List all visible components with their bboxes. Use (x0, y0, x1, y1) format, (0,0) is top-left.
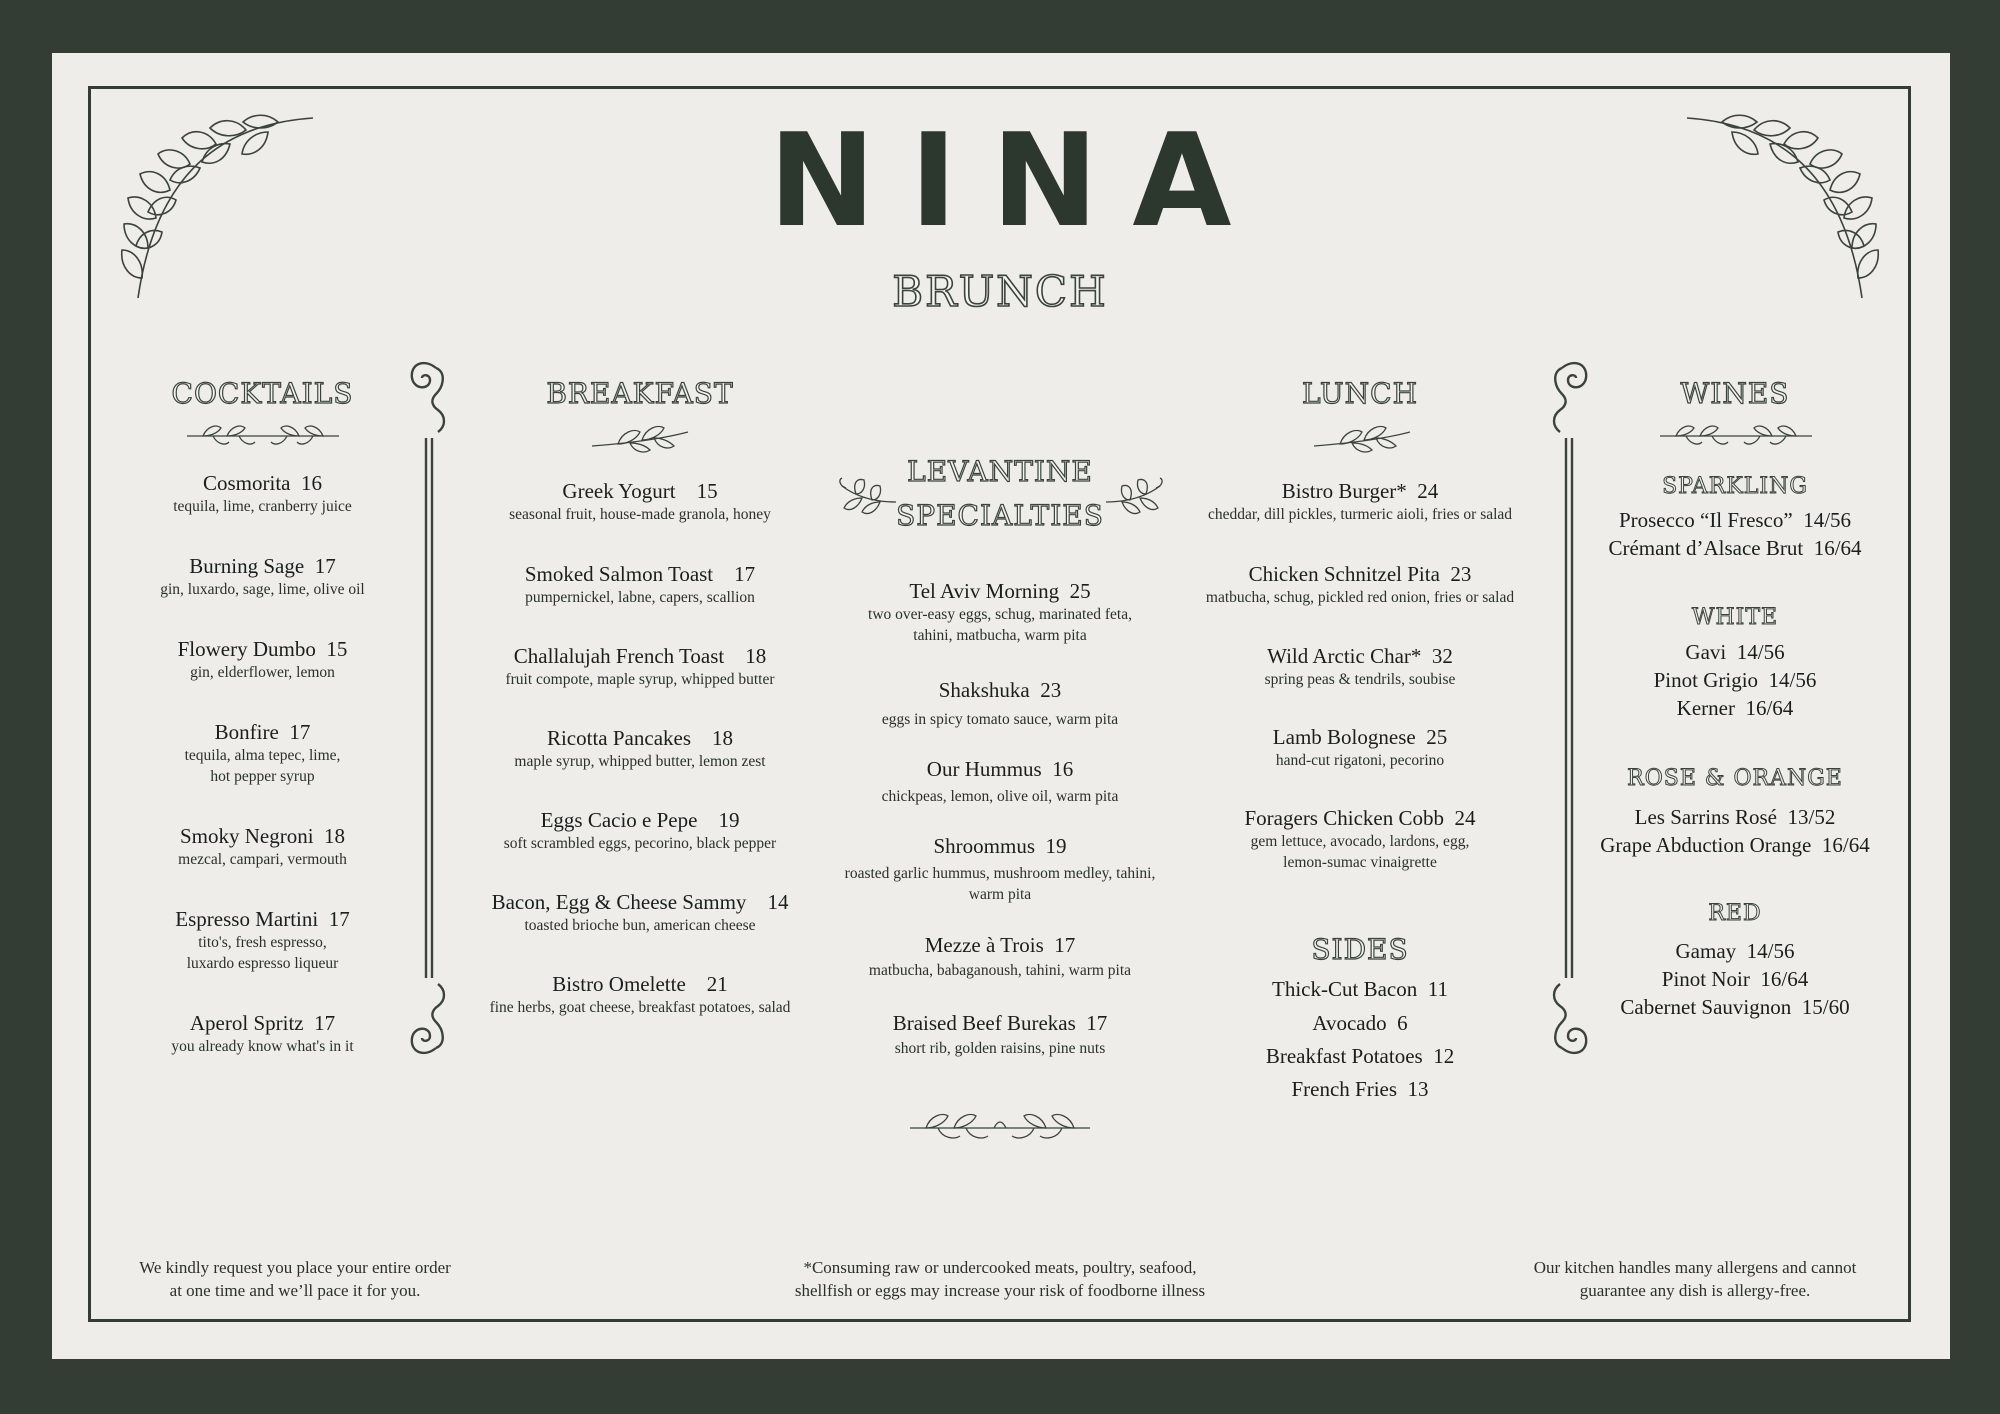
wine-list-sparkling (1565, 506, 1905, 566)
item-name: Thick-Cut Bacon (1272, 977, 1418, 1001)
list-item (140, 553, 385, 600)
item-price: 16 (301, 471, 322, 495)
item-name: Bonfire (214, 720, 279, 744)
list-item (820, 756, 1180, 807)
item-name: Gavi (1685, 640, 1727, 664)
item-price: 14/56 (1768, 668, 1817, 692)
item-price: 16/64 (1760, 967, 1809, 991)
item-price: 32 (1431, 644, 1453, 668)
item-price: 17 (289, 720, 311, 744)
lunch-list (1180, 478, 1540, 898)
item-description: spring peas & tendrils, soubise (1264, 671, 1456, 688)
list-item (1180, 643, 1540, 690)
item-price: 15/60 (1801, 995, 1850, 1019)
leaf-sprig-icon (1656, 418, 1816, 448)
leaf-sprig-icon (906, 1106, 1094, 1142)
list-item (1565, 694, 1905, 722)
list-item (1565, 666, 1905, 694)
item-name: Flowery Dumbo (177, 637, 316, 661)
list-item (1565, 534, 1905, 562)
breakfast-title: BREAKFAST (546, 377, 734, 410)
list-item (1180, 478, 1540, 525)
wines-title: WINES (1680, 377, 1790, 410)
item-description: pumpernickel, labne, capers, scallion (525, 589, 755, 606)
footer-text: We kindly request you place your entire order (139, 1258, 451, 1277)
list-item (1190, 975, 1530, 1003)
list-item (140, 1010, 385, 1057)
item-price: 24 (1417, 479, 1439, 503)
item-description: hand-cut rigatoni, pecorino (1275, 752, 1445, 769)
item-name: Braised Beef Burekas (892, 1011, 1076, 1035)
item-description: tahini, matbucha, warm pita (913, 627, 1087, 644)
item-name: Foragers Chicken Cobb (1244, 806, 1444, 830)
list-item (1190, 1042, 1530, 1070)
item-description: hot pepper syrup (210, 768, 315, 785)
cocktails-list (140, 470, 385, 1070)
item-name: Lamb Bolognese (1272, 725, 1416, 749)
item-description: seasonal fruit, house-made granola, honey (509, 506, 771, 523)
item-price: 17 (1054, 933, 1076, 957)
item-name: Ricotta Pancakes (546, 726, 692, 750)
item-price: 17 (314, 1011, 336, 1035)
item-name: Smoky Negroni (179, 824, 314, 848)
list-item (140, 823, 385, 870)
item-name: Cosmorita (203, 471, 291, 495)
list-item (1180, 561, 1540, 608)
list-item (820, 578, 1180, 646)
list-item (140, 719, 385, 787)
item-name: Breakfast Potatoes (1265, 1044, 1423, 1068)
list-item (1565, 803, 1905, 831)
list-item (470, 561, 810, 608)
list-item (1180, 805, 1540, 873)
item-price: 13 (1407, 1077, 1429, 1101)
item-price: 25 (1426, 725, 1448, 749)
list-item (1565, 831, 1905, 859)
item-description: warm pita (968, 886, 1032, 903)
item-price: 18 (712, 726, 734, 750)
item-description: maple syrup, whipped butter, lemon zest (514, 753, 766, 770)
list-item (820, 677, 1180, 730)
wine-group-sparkling: SPARKLING (1662, 474, 1808, 499)
item-price: 11 (1427, 977, 1448, 1001)
levantine-list (820, 578, 1180, 1068)
item-price: 15 (326, 637, 348, 661)
item-name: Bistro Burger* (1281, 479, 1407, 503)
item-description: cheddar, dill pickles, turmeric aioli, fries or salad (1207, 506, 1513, 523)
item-description: toasted brioche bun, american cheese (524, 917, 756, 934)
list-item (470, 971, 810, 1018)
item-name: Challalujah French Toast (513, 644, 725, 668)
item-price: 17 (1086, 1011, 1108, 1035)
item-description: fine herbs, goat cheese, breakfast potatoes, salad (489, 999, 791, 1016)
list-item (1565, 993, 1905, 1021)
item-name: Pinot Noir (1661, 967, 1750, 991)
item-price: 16/64 (1821, 833, 1870, 857)
item-price: 14/56 (1736, 640, 1785, 664)
item-name: Greek Yogurt (562, 479, 676, 503)
footer-text: *Consuming raw or undercooked meats, poultry, seafood, (803, 1258, 1197, 1277)
item-description: chickpeas, lemon, olive oil, warm pita (881, 788, 1119, 805)
levantine-title-line2: SPECIALTIES (896, 499, 1104, 532)
item-description: fruit compote, maple syrup, whipped butter (505, 671, 775, 688)
list-item (470, 643, 810, 690)
list-item (140, 636, 385, 683)
item-name: Gamay (1675, 939, 1737, 963)
list-item (470, 807, 810, 854)
item-name: Cabernet Sauvignon (1620, 995, 1792, 1019)
wine-group-white: WHITE (1691, 605, 1779, 630)
list-item (1180, 724, 1540, 771)
item-description: tito's, fresh espresso, (198, 934, 327, 951)
restaurant-name: NINA (768, 107, 1266, 256)
item-description: luxardo espresso liqueur (186, 955, 339, 972)
footer-text: shellfish or eggs may increase your risk of foodborne illness (794, 1281, 1206, 1300)
list-item (470, 478, 810, 525)
footer-health-warning (760, 1256, 1240, 1302)
item-name: Wild Arctic Char* (1267, 644, 1422, 668)
item-name: Burning Sage (189, 554, 305, 578)
list-item (820, 833, 1180, 905)
levantine-title-line1: LEVANTINE (907, 455, 1093, 488)
item-description: roasted garlic hummus, mushroom medley, tahini, (844, 865, 1156, 882)
item-name: Crémant d’Alsace Brut (1608, 536, 1804, 560)
item-description: you already know what's in it (171, 1038, 354, 1055)
item-price: 21 (706, 972, 728, 996)
item-price: 12 (1433, 1044, 1455, 1068)
list-item (1565, 965, 1905, 993)
list-item (1565, 506, 1905, 534)
item-name: French Fries (1291, 1077, 1398, 1101)
list-item (140, 906, 385, 974)
item-name: Our Hummus (926, 757, 1042, 781)
item-description: short rib, golden raisins, pine nuts (894, 1040, 1106, 1057)
footer-allergen-note (1505, 1256, 1885, 1302)
list-item (1565, 638, 1905, 666)
item-price: 18 (745, 644, 767, 668)
wine-list-red (1565, 937, 1905, 1027)
wine-list-rose-orange (1565, 803, 1905, 863)
item-price: 16/64 (1813, 536, 1862, 560)
item-price: 25 (1069, 579, 1091, 603)
item-name: Shroommus (933, 834, 1035, 858)
footer-order-note (110, 1256, 480, 1302)
list-item (470, 889, 810, 936)
item-price: 24 (1454, 806, 1476, 830)
list-item (820, 1010, 1180, 1059)
item-description: tequila, lime, cranberry juice (173, 498, 352, 515)
item-name: Bacon, Egg & Cheese Sammy (491, 890, 747, 914)
leaf-sprig-icon (588, 422, 692, 458)
item-price: 13/52 (1787, 805, 1836, 829)
item-price: 17 (734, 562, 756, 586)
footer-text: Our kitchen handles many allergens and cannot (1533, 1258, 1857, 1277)
footer-text: at one time and we’ll pace it for you. (169, 1281, 421, 1300)
item-description: gin, luxardo, sage, lime, olive oil (160, 581, 365, 598)
item-name: Kerner (1676, 696, 1735, 720)
item-price: 6 (1397, 1011, 1408, 1035)
item-price: 14/56 (1746, 939, 1795, 963)
item-price: 17 (328, 907, 350, 931)
item-description: tequila, alma tepec, lime, (184, 747, 341, 764)
item-price: 15 (696, 479, 718, 503)
item-description: gem lettuce, avocado, lardons, egg, (1250, 833, 1470, 850)
leaf-sprig-icon (183, 418, 343, 448)
breakfast-list (470, 478, 810, 1038)
item-price: 19 (718, 808, 740, 832)
item-name: Aperol Spritz (189, 1011, 304, 1035)
item-price: 19 (1045, 834, 1067, 858)
leaf-sprig-icon (1310, 422, 1414, 458)
item-name: Smoked Salmon Toast (524, 562, 714, 586)
lunch-title: LUNCH (1301, 377, 1418, 410)
item-price: 18 (324, 824, 346, 848)
item-price: 23 (1040, 678, 1062, 702)
list-item (1190, 1075, 1530, 1103)
item-name: Avocado (1312, 1011, 1387, 1035)
item-name: Shakshuka (938, 678, 1030, 702)
item-name: Prosecco “Il Fresco” (1618, 508, 1793, 532)
item-price: 16/64 (1745, 696, 1794, 720)
list-item (470, 725, 810, 772)
item-name: Pinot Grigio (1653, 668, 1759, 692)
item-name: Espresso Martini (175, 907, 319, 931)
item-name: Tel Aviv Morning (909, 579, 1060, 603)
wine-list-white (1565, 638, 1905, 728)
item-name: Mezze à Trois (924, 933, 1044, 957)
wine-group-rose-orange: ROSE & ORANGE (1627, 766, 1843, 791)
item-description: matbucha, babaganoush, tahini, warm pita (868, 962, 1132, 979)
item-price: 17 (314, 554, 336, 578)
item-description: matbucha, schug, pickled red onion, fries or salad (1205, 589, 1515, 606)
item-description: lemon-sumac vinaigrette (1283, 854, 1437, 871)
sides-title: SIDES (1311, 933, 1409, 966)
item-name: Eggs Cacio e Pepe (540, 808, 698, 832)
item-description: mezcal, campari, vermouth (178, 851, 347, 868)
sides-list (1190, 975, 1530, 1115)
list-item (140, 470, 385, 517)
item-price: 14 (767, 890, 789, 914)
cocktails-title: COCKTAILS (171, 377, 354, 410)
item-price: 16 (1052, 757, 1074, 781)
item-name: Grape Abduction Orange (1600, 833, 1812, 857)
list-item (1190, 1009, 1530, 1037)
item-name: Bistro Omelette (552, 972, 686, 996)
item-name: Les Sarrins Rosé (1634, 805, 1777, 829)
item-price: 23 (1450, 562, 1472, 586)
item-description: soft scrambled eggs, pecorino, black pepper (503, 835, 777, 852)
list-item (1565, 937, 1905, 965)
wine-group-red: RED (1708, 901, 1762, 926)
scroll-divider-icon (402, 358, 452, 1058)
item-description: two over-easy eggs, schug, marinated feta, (868, 606, 1132, 623)
item-name: Chicken Schnitzel Pita (1248, 562, 1440, 586)
item-description: eggs in spicy tomato sauce, warm pita (881, 711, 1119, 728)
footer-text: guarantee any dish is allergy-free. (1579, 1281, 1811, 1300)
list-item (820, 932, 1180, 981)
item-price: 14/56 (1803, 508, 1852, 532)
menu-title: BRUNCH (892, 267, 1108, 316)
item-description: gin, elderflower, lemon (190, 664, 335, 681)
